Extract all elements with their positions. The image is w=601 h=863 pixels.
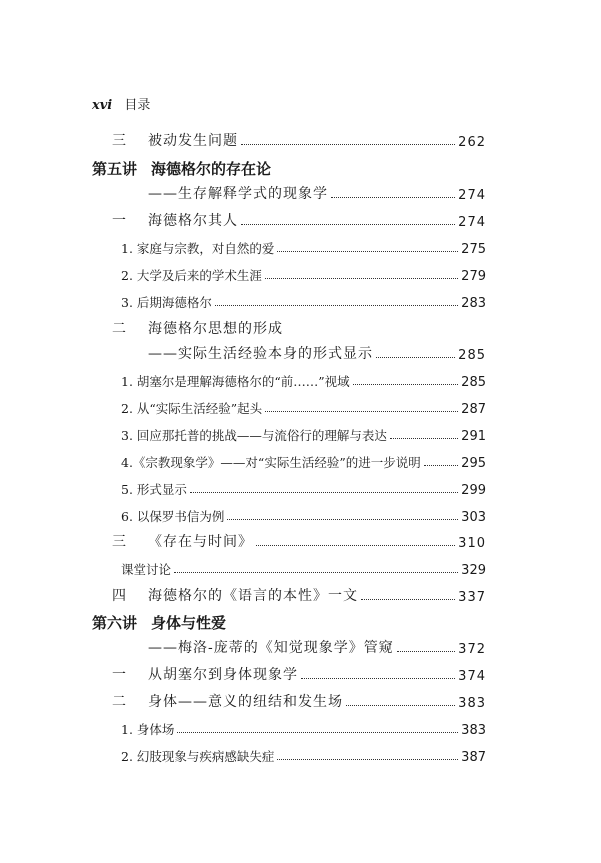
toc-entry[interactable]: 2. 从“实际生活经验”起头 287 — [121, 401, 486, 417]
dot-leader — [331, 197, 455, 198]
dot-leader — [190, 492, 458, 493]
toc-entry[interactable]: 3. 回应那托普的挑战——与流俗行的理解与表达 291 — [121, 428, 486, 444]
page-ref: 285 — [458, 348, 486, 363]
chapter-heading[interactable]: 第六讲 身体与性爱 — [92, 614, 227, 632]
toc-entry[interactable]: 1. 身体场 383 — [121, 722, 486, 738]
dot-leader — [397, 651, 455, 652]
page-ref: 287 — [461, 402, 486, 417]
dot-leader — [346, 705, 455, 706]
dot-leader — [277, 251, 458, 252]
dot-leader — [353, 384, 458, 385]
page-number: xvi — [92, 98, 113, 113]
dot-leader — [215, 305, 458, 306]
dot-leader — [361, 599, 455, 600]
toc-entry[interactable]: 三 《存在与时间》 310 — [112, 534, 486, 551]
toc-entry[interactable]: 四 海德格尔的《语言的本性》一文 337 — [112, 588, 486, 605]
toc-entry[interactable]: 3. 后期海德格尔 283 — [121, 295, 486, 311]
page-ref: 274 — [458, 215, 486, 230]
dot-leader — [256, 545, 455, 546]
dot-leader — [174, 572, 458, 573]
page-ref: 372 — [458, 642, 486, 657]
toc-entry[interactable]: 课堂讨论 329 — [121, 562, 486, 578]
dot-leader — [177, 732, 458, 733]
running-header — [92, 94, 150, 113]
toc-entry[interactable]: 一 从胡塞尔到身体现象学 374 — [112, 667, 486, 684]
page-ref: 262 — [458, 135, 486, 150]
page-ref: 274 — [458, 188, 486, 203]
dot-leader — [424, 465, 458, 466]
page-ref: 285 — [461, 375, 486, 390]
toc-entry[interactable]: 2. 幻肢现象与疾病感缺失症 387 — [121, 749, 486, 765]
page-ref: 383 — [461, 723, 486, 738]
toc-entry[interactable]: 二 海德格尔思想的形成 — [112, 321, 283, 337]
dot-leader — [227, 519, 458, 520]
toc-entry[interactable]: 二 身体——意义的纽结和发生场 383 — [112, 694, 486, 711]
dot-leader — [376, 357, 455, 358]
dot-leader — [241, 144, 455, 145]
toc-entry[interactable]: 2. 大学及后来的学术生涯 279 — [121, 268, 486, 284]
toc-entry[interactable]: 6. 以保罗书信为例 303 — [121, 509, 486, 525]
header-title: 目录 — [124, 98, 151, 113]
page-ref: 299 — [461, 483, 486, 498]
page-ref: 275 — [461, 242, 486, 257]
dot-leader — [265, 278, 458, 279]
toc-entry[interactable]: 1. 家庭与宗教，对自然的爱 275 — [121, 241, 486, 257]
toc-entry[interactable]: ——梅洛-庞蒂的《知觉现象学》管窥 372 — [148, 640, 486, 657]
toc-entry[interactable]: 一 海德格尔其人 274 — [112, 213, 486, 230]
page-ref: 291 — [461, 429, 486, 444]
toc-entry[interactable]: 1. 胡塞尔是理解海德格尔的“前……”视域 285 — [121, 374, 486, 390]
dot-leader — [265, 411, 458, 412]
toc-entry[interactable]: 5. 形式显示 299 — [121, 482, 486, 498]
page-ref: 329 — [461, 563, 486, 578]
dot-leader — [390, 438, 458, 439]
toc-entry[interactable]: ——实际生活经验本身的形式显示 285 — [148, 346, 486, 363]
toc-entry[interactable]: 三 被动发生问题 262 — [112, 133, 486, 150]
dot-leader — [277, 759, 458, 760]
toc-entry[interactable]: 4.《宗教现象学》——对“实际生活经验”的进一步说明 295 — [121, 455, 486, 471]
toc-entry[interactable]: ——生存解释学式的现象学 274 — [148, 186, 486, 203]
page-ref: 310 — [458, 536, 486, 551]
chapter-heading[interactable]: 第五讲 海德格尔的存在论 — [92, 160, 272, 178]
page-ref: 283 — [461, 296, 486, 311]
page-ref: 279 — [461, 269, 486, 284]
page-ref: 337 — [458, 590, 486, 605]
page-ref: 387 — [461, 750, 486, 765]
page-ref: 374 — [458, 669, 486, 684]
dot-leader — [241, 224, 455, 225]
page-ref: 383 — [458, 696, 486, 711]
page-ref: 295 — [461, 456, 486, 471]
dot-leader — [301, 678, 455, 679]
page-ref: 303 — [461, 510, 486, 525]
